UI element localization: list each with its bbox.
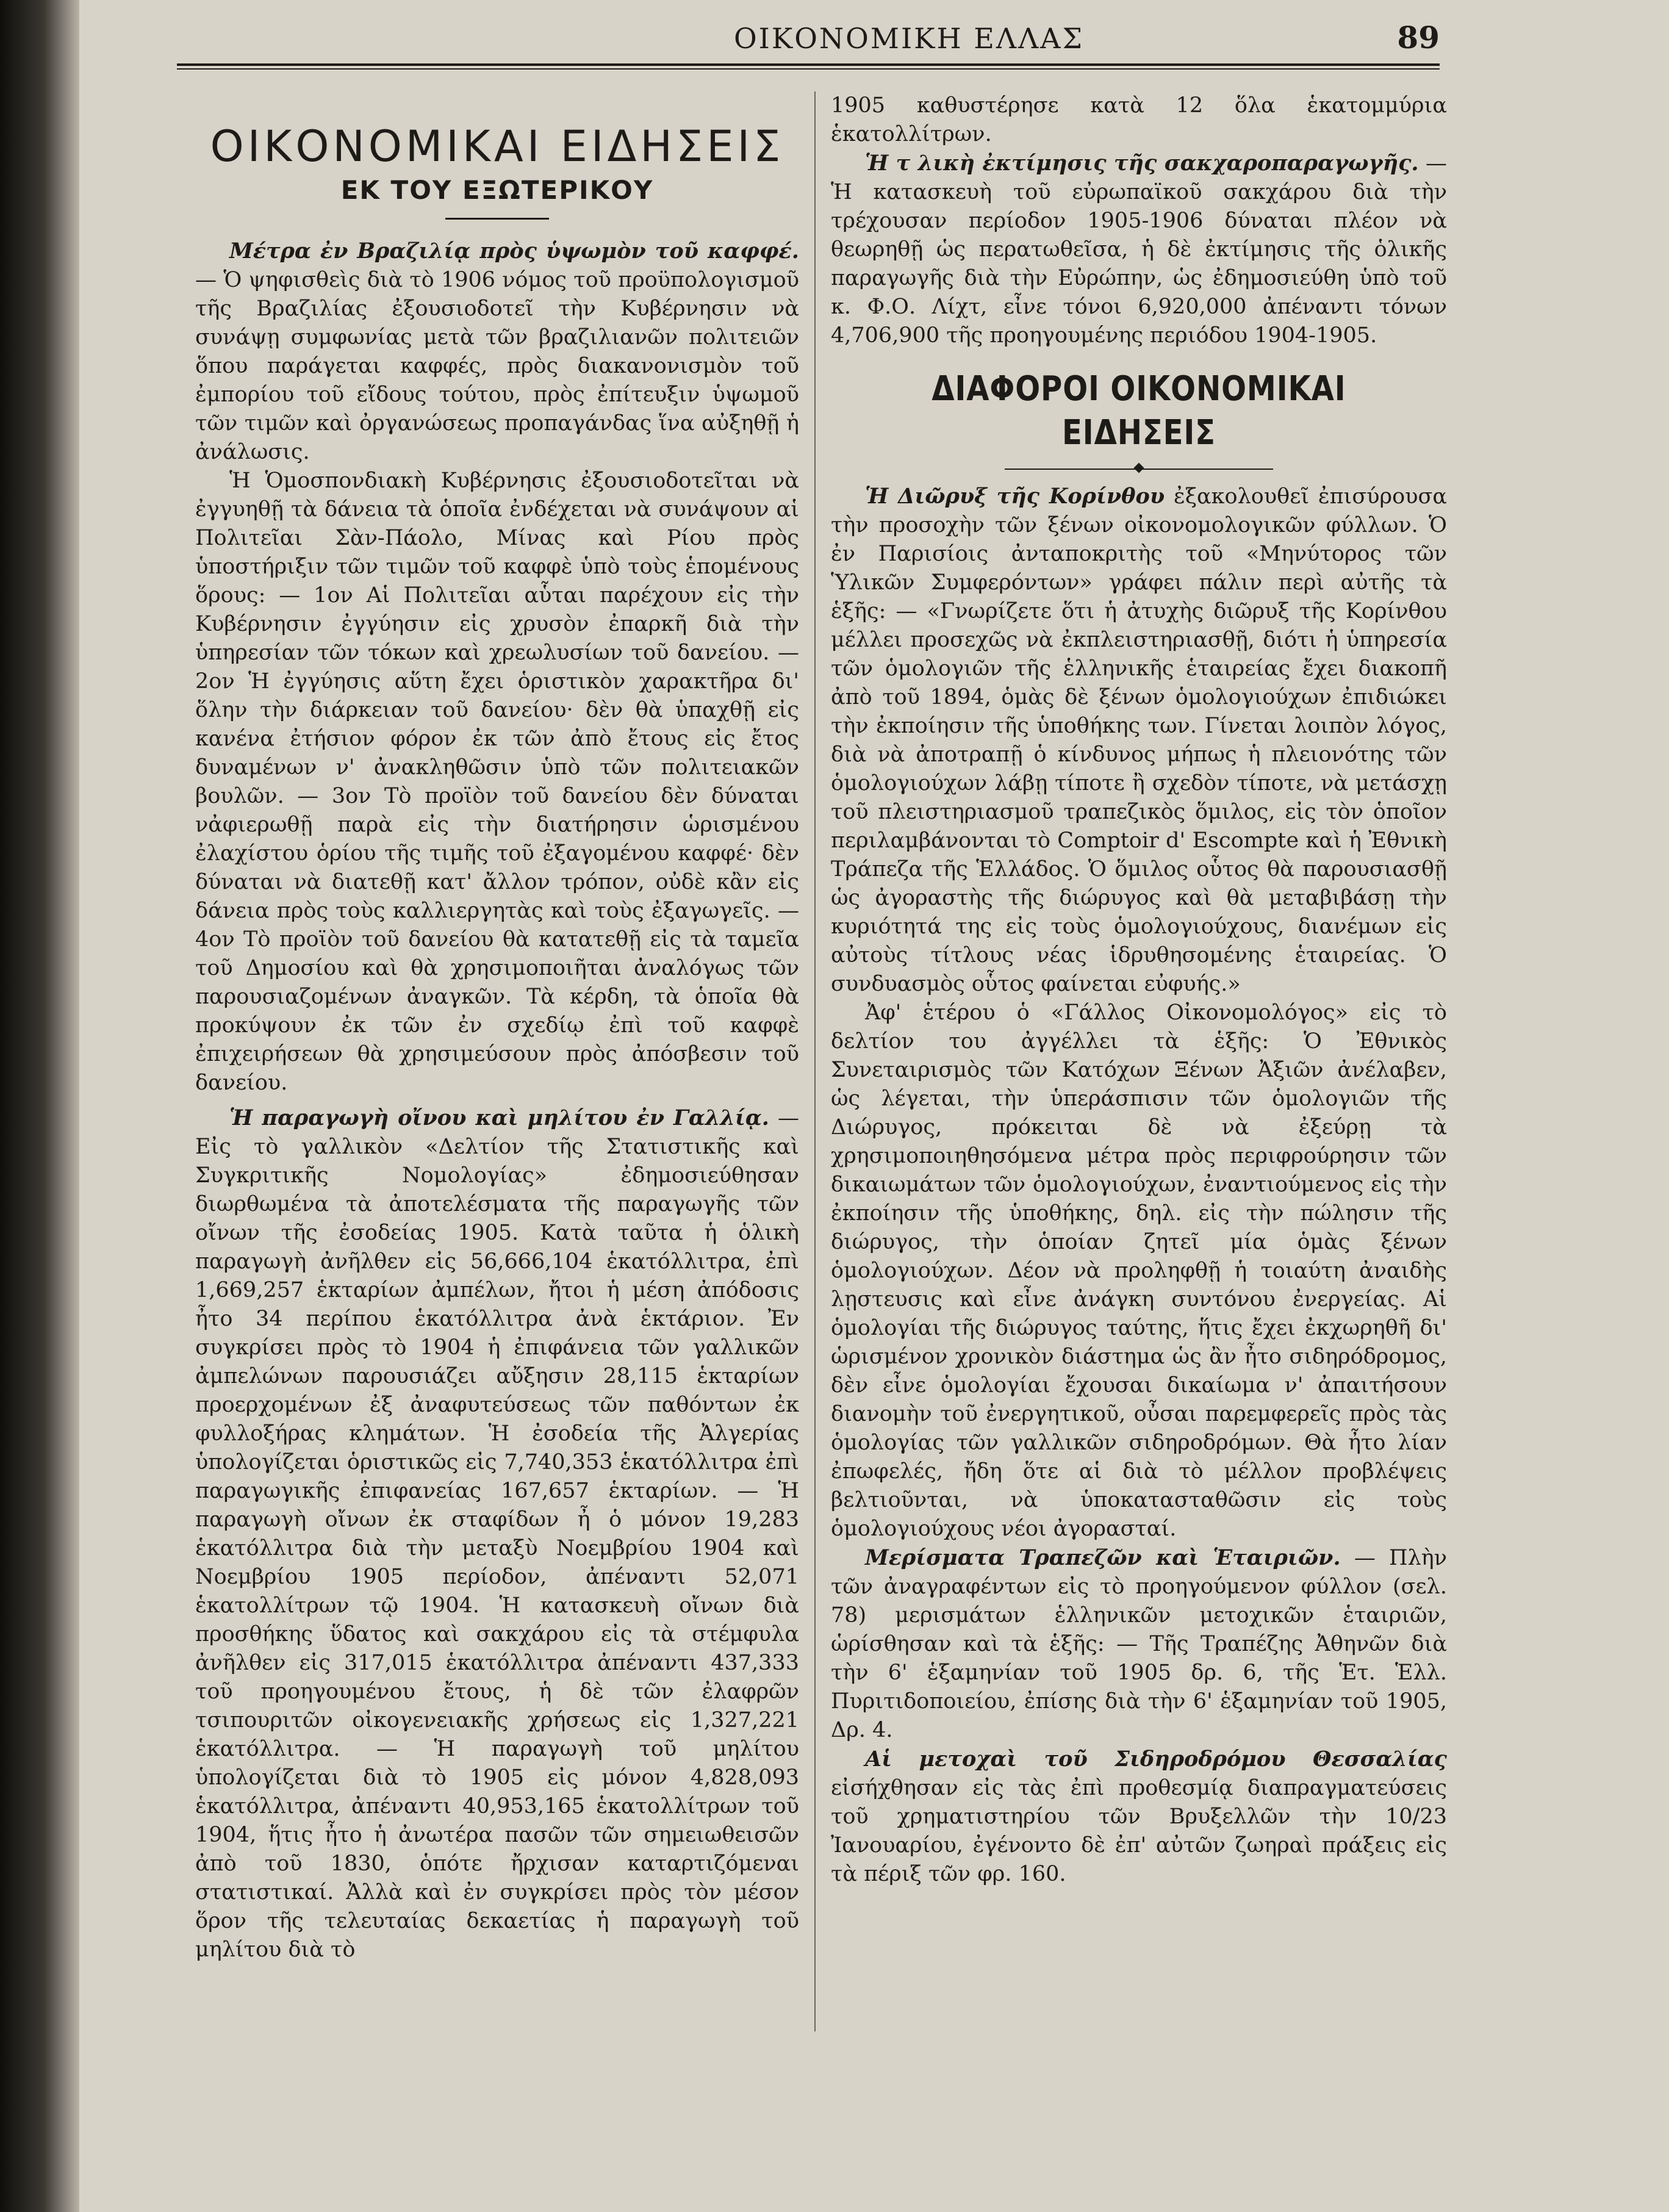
article-brazil-coffee [195, 237, 799, 467]
left-column [195, 92, 799, 1964]
article-heading: Ἡ Διῶρυξ τῆς Κορίνθου [865, 484, 1165, 509]
article-text: — Πλὴν τῶν ἀναγραφέντων εἰς τὸ προηγούμενον φύλλον (σελ. 78) μερισμάτων ἑλληνικῶν μετοχικῶν ἑταιριῶν, ὡρίσθησαν καὶ τὰ ἑξῆς: — Τῆς Τραπέζης Ἀθηνῶν διὰ τὴν 6' ἑξαμηνίαν τοῦ 1905 δρ. 6, τῆς Ἑτ. Ἑλλ. Πυριτιδοποιείου, ἐπίσης διὰ τὴν 6' ἑξαμηνίαν τοῦ 1905, Δρ. 4. [831, 1546, 1448, 1742]
section-title-misc: ΔΙΑΦΟΡΟΙ ΟΙΚΟΝΟΜΙΚΑΙ ΕΙΔΗΣΕΙΣ [931, 369, 1346, 453]
article-france-wine-cont: 1905 καθυστέρησε κατὰ 12 ὅλα ἑκατομμύρια ἑκατολλίτρων. [831, 93, 1447, 146]
article-brazil-coffee-cont: Ἡ Ὁμοσπονδιακὴ Κυβέρνησις ἐξουσιοδοτεῖται νὰ ἐγγυηθῇ τὰ δάνεια τὰ ὁποῖα ἐνδέχεται νὰ συνάψουν αἱ Πολιτεῖαι Σὰν-Πάολο, Μίνας καὶ Ρίου πρὸς ὑποστήριξιν τῶν τιμῶν τοῦ καφφὲ ὑπὸ τοὺς ἑπομένους ὅρους: — 1ον Αἱ Πολιτεῖαι αὗται παρέχουν εἰς τὴν Κυβέρνησιν ἐγγύησιν εἰς χρυσὸν ἐπαρκῆ διὰ τὴν ὑπηρεσίαν τῶν τόκων καὶ χρεωλυσίων τοῦ δανείου. — 2ον Ἡ ἐγγύησις αὕτη ἔχει ὁριστικὸν χαρακτῆρα δι' ὅλην τὴν διάρκειαν τοῦ δανείου· δὲν θὰ ὑπαχθῇ εἰς κανένα ἐτήσιον φόρον ἐκ τῶν ἀπὸ ἔτους εἰς ἔτος δυναμένων ν' ἀνακληθῶσιν ὑπὸ τῶν πολιτειακῶν βουλῶν. — 3ον Τὸ προϊὸν τοῦ δανείου δὲν δύναται νἀφιερωθῇ παρὰ εἰς τὴν διατήρησιν ὡρισμένου ἐλαχίστου ὁρίου τῆς τιμῆς τοῦ ἐξαγομένου καφφέ· δὲν δύναται νὰ διατεθῇ κατ' ἄλλον τρόπον, οὐδὲ κἂν εἰς δάνεια πρὸς τοὺς καλλιεργητὰς καὶ τοὺς ἐξαγωγεῖς. — 4ον Τὸ προϊὸν τοῦ δανείου θὰ κατατεθῇ εἰς τὰ ταμεῖα τοῦ Δημοσίου καὶ θὰ χρησιμοποιῆται ἀναλόγως τῶν παρουσιαζομένων ἀναγκῶν. Τὰ κέρδη, τὰ ὁποῖα θὰ προκύψουν ἐκ τῶν ἐν σχεδίῳ ἐπὶ τοῦ καφφὲ ἐπιχειρήσεων θὰ χρησιμεύσουν πρὸς ἀπόσβεσιν τοῦ δανείου. [195, 469, 799, 1095]
article-text: εἰσήχθησαν εἰς τὰς ἐπὶ προθεσμίᾳ διαπραγματεύσεις τοῦ χρηματιστηρίου τῶν Βρυξελλῶν τὴν 10/23 Ἰανουαρίου, ἐγένοντο δὲ ἐπ' αὐτῶν ζωηραὶ πράξεις εἰς τὰ πέριξ τῶν φρ. 160. [831, 1776, 1447, 1886]
right-column [831, 92, 1447, 1889]
section-rule [445, 218, 549, 220]
ornament-rule [1005, 469, 1273, 470]
article-heading: Ἡ τ λικὴ ἐκτίμησις τῆς σακχαροπαραγωγῆς. [865, 151, 1419, 176]
article-heading: Μέτρα ἐν Βραζιλίᾳ πρὸς ὑψωμὸν τοῦ καφφέ. [229, 239, 799, 264]
article-corinth-canal [831, 482, 1447, 999]
article-corinth-canal-cont: Ἀφ' ἑτέρου ὁ «Γάλλος Οἰκονομολόγος» εἰς τὸ δελτίον του ἀγγέλλει τὰ ἑξῆς: Ὁ Ἐθνικὸς Συνεταιρισμὸς τῶν Κατόχων Ξένων Ἀξιῶν ἀνέλαβεν, ὡς λέγεται, τὴν ὑπεράσπισιν τῶν ὁμολογιῶν τῆς Διώρυγος, πρόκειται δὲ νὰ ἐξεύρῃ τὰ χρησιμοποιηθησόμενα μέτρα πρὸς περιφρούρησιν τῶν δικαιωμάτων τῶν ὁμολογιούχων, ἐναντιούμενος εἰς τὴν ἐκποίησιν τῆς ὑποθήκης, δηλ. εἰς τὴν πώλησιν τῆς διώρυγος, τὴν ὁποίαν ζητεῖ μία ὁμὰς ξένων ὁμολογιούχων. Δέον νὰ προληφθῇ ἡ τοιαύτη ἀναιδὴς λῃστευσις καὶ εἶνε ἀνάγκη συντόνου ἐνεργείας. Αἱ ὁμολογίαι τῆς διώρυγος ταύτης, ἥτις ἔχει ἐκχωρηθῆ δι' ὡρισμένον χρονικὸν διάστημα ὡς ἂν ἦτο σιδηρόδρομος, δὲν εἶνε ὁμολογίαι ἔχουσαι δικαίωμα ν' ἀπαιτήσουν διανομὴν τοῦ ἐνεργητικοῦ, οὖσαι παρεμφερεῖς πρὸς τὰς ὁμολογίας τῶν γαλλικῶν σιδηροδρόμων. Θὰ ἦτο λίαν ἐπωφελές, ἤδη ὅτε αἱ διὰ τὸ μέλλον προβλέψεις βελτιοῦνται, νὰ ὑποκατασταθῶσιν εἰς τοὺς ὁμολογιούχους νέοι ἀγορασταί. [831, 1000, 1447, 1541]
article-heading: Μερίσματα Τραπεζῶν καὶ Ἑταιριῶν. [865, 1545, 1341, 1570]
article-text: — Ὁ ψηφισθεὶς διὰ τὸ 1906 νόμος τοῦ προϋπολογισμοῦ τῆς Βραζιλίας ἐξουσιοδοτεῖ τὴν Κυβέρνησιν νὰ συνάψῃ συμφωνίας μετὰ τῶν βραζιλιανῶν πολιτειῶν ὅπου παράγεται καφφές, πρὸς διακανονισμὸν τοῦ ἐμπορίου τοῦ εἴδους τούτου, πρὸς ἐπίτευξιν ὑψωμοῦ τῶν τιμῶν καὶ ὀργανώσεως προπαγάνδας ἵνα αὐξηθῇ ἡ ἀνάλωσις. [195, 268, 799, 464]
article-dividends [831, 1543, 1447, 1745]
running-head [183, 17, 1440, 60]
article-france-wine [195, 1104, 799, 1964]
section-subtitle: ΕΚ ΤΟΥ ΕΞΩΤΕΡΙΚΟΥ [340, 175, 654, 205]
article-heading: Αἱ μετοχαὶ τοῦ Σιδηροδρόμου Θεσσαλίας [865, 1747, 1447, 1772]
book-binding-edge [0, 0, 79, 2212]
article-text: — Ἡ κατασκευὴ τοῦ εὐρωπαϊκοῦ σακχάρου διὰ τὴν τρέχουσαν περίοδον 1905-1906 δύναται πλέον νὰ θεωρηθῇ ὡς περατωθεῖσα, ἡ δὲ ἐκτίμησις τῆς ὁλικῆς παραγωγῆς διὰ τὴν Εὐρώπην, ὡς ἐδημοσιεύθη ὑπὸ τοῦ κ. Φ.Ο. Λίχτ, εἶνε τόνοι 6,920,000 ἀπέναντι τόνων 4,706,900 τῆς προηγουμένης περιόδου 1904-1905. [831, 151, 1447, 348]
page-number: 89 [1397, 20, 1440, 56]
article-thessaly-railway [831, 1745, 1447, 1889]
article-text: — Εἰς τὸ γαλλικὸν «Δελτίον τῆς Στατιστικῆς καὶ Συγκριτικῆς Νομολογίας» ἐδημοσιεύθησαν διωρθωμένα τὰ ἀποτελέσματα τῆς παραγωγῆς τῶν οἴνων τῆς ἐσοδείας 1905. Κατὰ ταῦτα ἡ ὁλικὴ παραγωγὴ ἀνῆλθεν εἰς 56,666,104 ἑκατόλλιτρα, ἐπὶ 1,669,257 ἑκταρίων ἀμπέλων, ἤτοι ἡ μέση ἀπόδοσις ἦτο 34 περίπου ἑκατόλλιτρα ἀνὰ ἑκτάριον. Ἐν συγκρίσει πρὸς τὸ 1904 ἡ ἐπιφάνεια τῶν γαλλικῶν ἀμπελώνων παρουσιάζει αὔξησιν 28,115 ἑκταρίων προερχομένων ἐξ ἀναφυτεύσεως τῶν παθόντων ἐκ φυλλοξήρας κλημάτων. Ἡ ἐσοδεία τῆς Ἀλγερίας ὑπολογίζεται ὁριστικῶς εἰς 7,740,353 ἑκατόλλιτρα ἐπὶ παραγωγικῆς ἐπιφανείας 167,657 ἑκταρίων. — Ἡ παραγωγὴ οἴνων ἐκ σταφίδων ἦ ὁ μόνον 19,283 ἑκατόλλιτρα διὰ τὴν μεταξὺ Νοεμβρίου 1904 καὶ Νοεμβρίου 1905 περίοδον, ἀπέναντι 52,071 ἑκατολλίτρων τῷ 1904. Ἡ κατασκευὴ οἴνων διὰ προσθήκης ὕδατος καὶ σακχάρου εἰς τὰ στέμφυλα ἀνῆλθεν εἰς 317,015 ἑκατόλλιτρα ἀπέναντι 437,333 τοῦ προηγουμένου ἔτους, ἡ δὲ τῶν ἐλαφρῶν τσιπουριτῶν οἰκογενειακῆς χρήσεως εἰς 1,327,221 ἑκατόλλιτρα. — Ἡ παραγωγὴ τοῦ μηλίτου ὑπολογίζεται διὰ τὸ 1905 εἰς μόνον 4,828,093 ἑκατόλλιτρα, ἀπέναντι 40,953,165 ἑκατολλίτρων τοῦ 1904, ἥτις ἦτο ἡ ἀνωτέρα πασῶν τῶν σημειωθεισῶν ἀπὸ τοῦ 1830, ὁπότε ἤρχισαν καταρτιζόμεναι στατιστικαί. Ἀλλὰ καὶ ἐν συγκρίσει πρὸς τὸν μέσον ὅρον τῆς τελευταίας δεκαετίας ἡ παραγωγὴ τοῦ μηλίτου διὰ τὸ [195, 1106, 799, 1962]
article-text: ἐξακολουθεῖ ἐπισύρουσα τὴν προσοχὴν τῶν ξένων οἰκονομολογικῶν φύλλων. Ὁ ἐν Παρισίοις ἀνταποκριτὴς τοῦ «Μηνύτορος τῶν Ὑλικῶν Συμφερόντων» γράφει πάλιν περὶ αὐτῆς τὰ ἑξῆς: — «Γνωρίζετε ὅτι ἡ ἀτυχὴς διῶρυξ τῆς Κορίνθου μέλλει προσεχῶς νὰ ἐκπλειστηριασθῇ, διότι ἡ ὑπηρεσία τῶν ὁμολογιῶν τῆς ἑλληνικῆς ἑταιρείας ἔχει διακοπῆ ἀπὸ τοῦ 1894, ὁμὰς δὲ ξένων ὁμολογιούχων ἐπιδιώκει τὴν ἐκποίησιν τῆς ὑποθήκης των. Γίνεται λοιπὸν λόγος, διὰ νὰ ἀποτραπῇ ὁ κίνδυνος μήπως ἡ πλειονότης τῶν ὁμολογιούχων λάβῃ τίποτε ἢ σχεδὸν τίποτε, νὰ μετάσχῃ τοῦ πλειστηριασμοῦ τραπεζικὸς ὅμιλος, εἰς τὸν ὁποῖον περιλαμβάνονται τὸ Comptoir d' Escompte καὶ ἡ Ἐθνικὴ Τράπεζα τῆς Ἑλλάδος. Ὁ ὅμιλος οὗτος θὰ παρουσιασθῇ ὡς ἀγοραστὴς τῆς διώρυγος καὶ θὰ μεταβιβάσῃ τὴν κυριότητά της εἰς τοὺς ὁμολογιούχους, διανέμων εἰς αὐτοὺς τίτλους νέας ἱδρυθησομένης ἑταιρείας. Ὁ συνδυασμὸς οὗτος φαίνεται εὐφυής.» [831, 484, 1447, 996]
article-heading: Ἡ παραγωγὴ οἴνου καὶ μηλίτου ἐν Γαλλίᾳ. [229, 1105, 769, 1130]
header-rule [177, 63, 1440, 70]
journal-title: ΟΙΚΟΝΟΜΙΚΗ ΕΛΛΑΣ [733, 22, 1085, 55]
diamond-ornament-icon [1134, 463, 1144, 473]
article-sugar [831, 149, 1447, 350]
column-divider [814, 92, 816, 2031]
section-title: ΟΙΚΟΝΟΜΙΚΑΙ ΕΙΔΗΣΕΙΣ [210, 121, 784, 171]
